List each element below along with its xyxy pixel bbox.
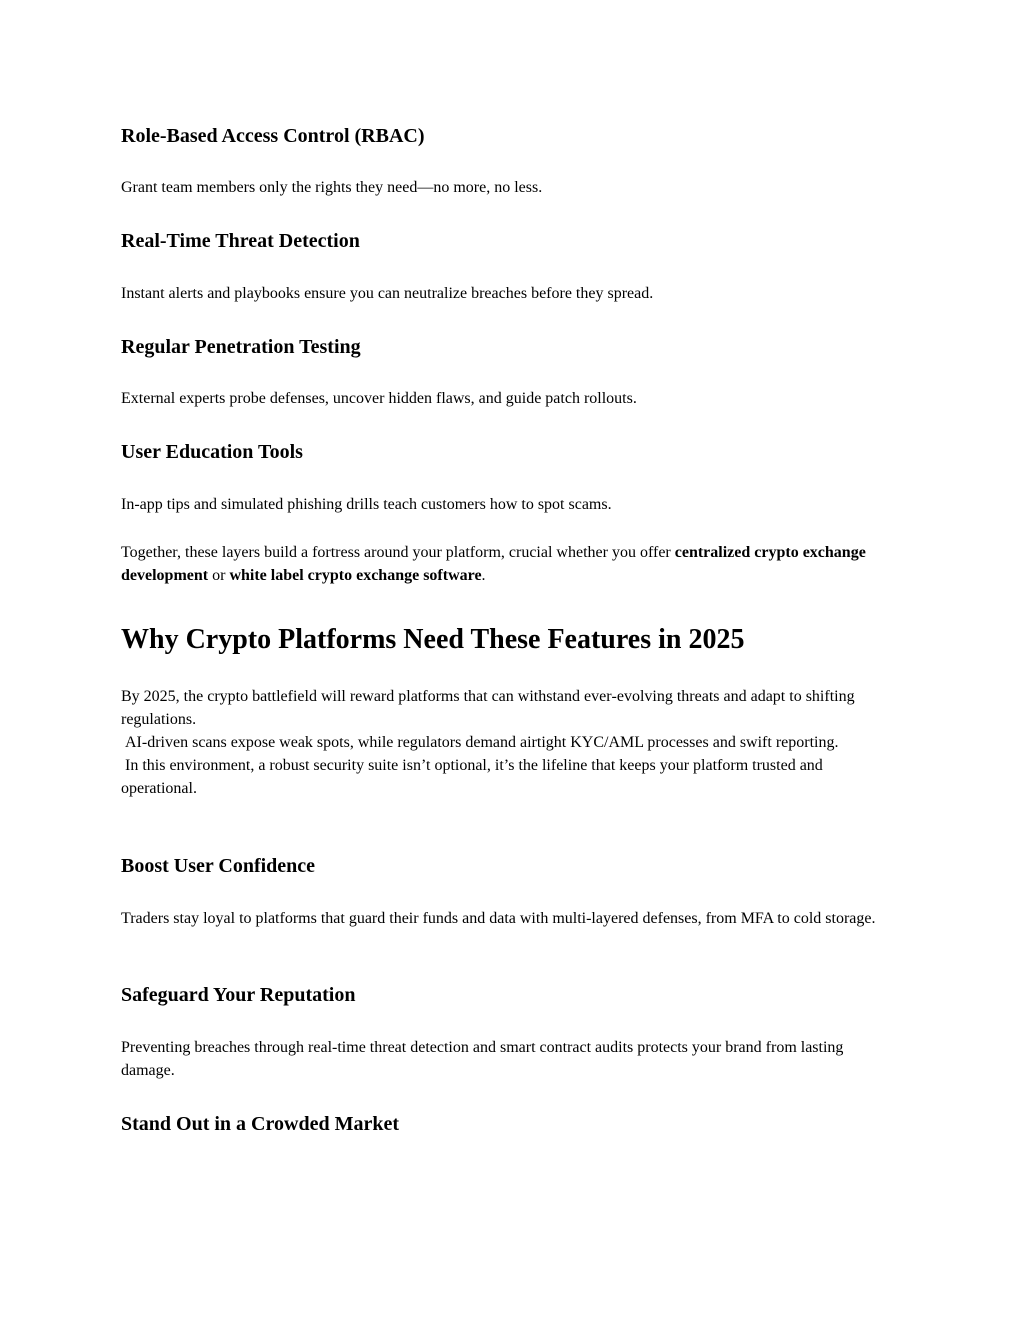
reputation-heading: Safeguard Your Reputation [121, 984, 356, 1006]
together-prefix: Together, these layers build a fortress around your platform, crucial whether you offer [121, 544, 675, 561]
education-heading: User Education Tools [121, 441, 303, 463]
education-body: In‑app tips and simulated phishing drills teach customers how to spot scams. [121, 496, 612, 513]
pentest-body: External experts probe defenses, uncover hidden flaws, and guide patch rollouts. [121, 390, 637, 407]
rbac-heading: Role‑Based Access Control (RBAC) [121, 125, 425, 147]
reputation-body: Preventing breaches through real‑time threat detection and smart contract audits protects your brand from lasting damage. [121, 1039, 844, 1079]
why-line-2: AI‑driven scans expose weak spots, while regulators demand airtight KYC/AML processes and swift reporting. [121, 734, 839, 751]
white-label-software-term: white label crypto exchange software [229, 567, 482, 584]
why-line-3: In this environment, a robust security suite isn’t optional, it’s the lifeline that keeps your platform trusted and operational. [121, 757, 827, 797]
together-suffix: . [481, 567, 486, 584]
together-paragraph [121, 541, 896, 587]
pentest-heading: Regular Penetration Testing [121, 336, 361, 358]
why-heading: Why Crypto Platforms Need These Features in 2025 [121, 624, 745, 655]
centralized-exchange-term: centralized crypto exchange development [121, 544, 866, 584]
why-paragraph [121, 685, 896, 800]
confidence-body: Traders stay loyal to platforms that guard their funds and data with multi‑layered defenses, from MFA to cold storage. [121, 910, 876, 927]
rbac-body: Grant team members only the rights they need—no more, no less. [121, 179, 543, 196]
threat-heading: Real‑Time Threat Detection [121, 230, 360, 252]
why-line-1: By 2025, the crypto battlefield will reward platforms that can withstand ever‑evolving threats and adapt to shifting regulations. [121, 688, 855, 728]
confidence-heading: Boost User Confidence [121, 855, 316, 877]
market-heading: Stand Out in a Crowded Market [121, 1113, 399, 1135]
threat-body: Instant alerts and playbooks ensure you can neutralize breaches before they spread. [121, 285, 654, 302]
together-middle: or [208, 567, 230, 584]
